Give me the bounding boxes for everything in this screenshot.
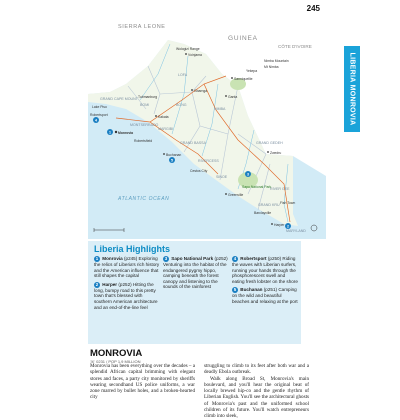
highlight-name[interactable]: Monrovia [102, 256, 123, 262]
highlight-text: Exploring the relics of Liberia's rich history and the American influence that still shapes the capital [94, 256, 160, 279]
highlight-item [232, 287, 298, 304]
highlight-item [94, 282, 160, 310]
highlight-ref: (p252) [118, 282, 132, 287]
highlight-item [163, 256, 229, 290]
highlights-column-1 [94, 256, 160, 313]
article-column-2 [204, 363, 309, 420]
highlight-text: Riding the waves with Liberian surfers, running your hands through the phosphorescent swell and eating fresh lobster on the shore [232, 256, 298, 284]
map-label-county: RIVER GEE [270, 187, 290, 191]
map-label-place: Buchanan [166, 153, 182, 157]
map-marker-1-label: 1 [109, 130, 111, 135]
article-meta: ☏ 0231 / POP 1.9 MILLION [90, 359, 141, 364]
highlight-ref: (p245) [123, 256, 138, 262]
map-label-place: Lake Piso [92, 105, 107, 109]
highlight-number: 2 [95, 281, 99, 287]
map-label-place: Sapo National Park [242, 185, 272, 189]
map-label-county: SINOE [216, 175, 228, 179]
page-number: 245 [306, 4, 320, 13]
map-label-place: Yekepa [246, 69, 258, 73]
highlights-panel [88, 241, 301, 344]
section-tab[interactable] [344, 46, 360, 132]
highlight-ref: (p250) [267, 256, 282, 262]
map-label-place: Kakata [158, 115, 169, 119]
highlight-ref: (p252) [214, 256, 228, 262]
map-marker-2-label: 2 [287, 224, 289, 229]
map-label-place: Harper [274, 223, 285, 227]
highlight-ref: (p251) [263, 287, 278, 293]
map-label-country-3: CÔTE D'IVOIRE [278, 44, 312, 49]
highlight-name[interactable]: Harper [102, 282, 118, 287]
highlight-number: 3 [164, 256, 168, 261]
map-label-place: Greenville [228, 193, 244, 197]
map-label-ocean: ATLANTIC OCEAN [118, 196, 170, 202]
map-label-county: GRAND KRU [258, 203, 280, 207]
map-label-place: Fish Town [280, 201, 296, 205]
map-label-place: Sanniquellie [234, 77, 253, 81]
map-label-place: Gbarnga [194, 89, 208, 93]
map-label-county: LOFA [178, 73, 188, 77]
map-label-place: Ganta [228, 95, 238, 99]
highlight-item [232, 256, 298, 284]
highlight-name[interactable]: Buchanan [240, 287, 263, 293]
map-marker-3-label: 3 [247, 172, 249, 177]
map-label-place: Robertsport [90, 113, 108, 117]
map-label-place: Wologizi Range [176, 47, 200, 51]
map-label-place: Cestos City [190, 169, 208, 173]
highlights-title: Liberia Highlights [94, 244, 171, 254]
map-label-county: BONG [176, 103, 187, 107]
article-paragraph: Walk along Broad St, Monrovia's main boulevard, and you'll hear the original beat of locally brewed hip-co and the gentle rhythm of Liberian English. You'll see the architectural ghosts of Monrovia's past and the uniformed school children of its future. You'll watch entrepreneurs climb into sleek, [204, 375, 309, 420]
highlights-column-2 [163, 256, 229, 293]
map-label-place: Monrovia [118, 131, 134, 135]
map-label-country-1: SIERRA LEONE [118, 24, 166, 30]
map-label-county: MONTSERRADO [130, 123, 159, 127]
map-label-county: MARYLAND [286, 229, 306, 233]
map-label-county: BOMI [140, 103, 150, 107]
highlight-text: Venturing into the habitat of the endangered pygmy hippo, camping beneath the forest canopy and listening to the sounds of the rainforest [163, 262, 227, 290]
map-graphic [88, 14, 326, 239]
highlight-text: Hitting the long, bumpy road to this pretty town that's blessed with southern American architecture and an end-of-the-line feel [94, 282, 158, 310]
map-label-county: GRAND GEDEH [256, 141, 283, 145]
map-label-place: Nimba Mountain [264, 59, 289, 63]
map-marker-5-label: 5 [171, 158, 173, 163]
highlight-item [94, 256, 160, 279]
map-label-place: Voinjama [188, 53, 202, 57]
map-label-place: Mt Nimba [264, 65, 279, 69]
map-label-county: NIMBA [214, 107, 226, 111]
highlight-name[interactable]: Robertsport [240, 256, 267, 262]
map-label-county: MARGIBI [158, 127, 174, 131]
map-label-place: Tubmanburg [138, 95, 158, 99]
highlight-number: 5 [233, 287, 237, 293]
article-column-1 [90, 363, 195, 401]
map [88, 14, 326, 239]
map-label-place: Barclayville [254, 211, 272, 215]
highlight-number: 4 [233, 256, 237, 261]
article-paragraph: struggling to climb to its feet after both war and a deadly Ebola outbreak. [204, 363, 309, 376]
map-label-county: GRAND BASSA [180, 141, 206, 145]
map-label-county: GRAND CAPE MOUNT [100, 97, 138, 101]
highlights-column-3 [232, 256, 298, 308]
map-label-country-2: GUINEA [228, 35, 258, 42]
highlight-text: Camping on the wild and beautiful beaches and relaxing at the port [232, 287, 298, 304]
map-marker-4-label: 4 [95, 118, 97, 123]
section-tab-label: LIBERIA MONROVIA [348, 52, 356, 126]
highlight-number: 1 [95, 256, 99, 261]
highlight-name[interactable]: Sapo National Park [171, 256, 214, 262]
article-paragraph: Monrovia has been everything over the decades – a splendid African capital brimming with elegant stores and faces, a party city monitored by sheriffs wearing secondhand US police uniforms, a war zone marred by bullet holes, and a broken-hearted city [90, 363, 195, 401]
article-title: MONROVIA [90, 348, 143, 359]
map-label-place: Robertsfield [134, 139, 153, 143]
map-label-county: RIVERCESS [198, 159, 219, 163]
map-label-place: Zwedru [270, 151, 282, 155]
